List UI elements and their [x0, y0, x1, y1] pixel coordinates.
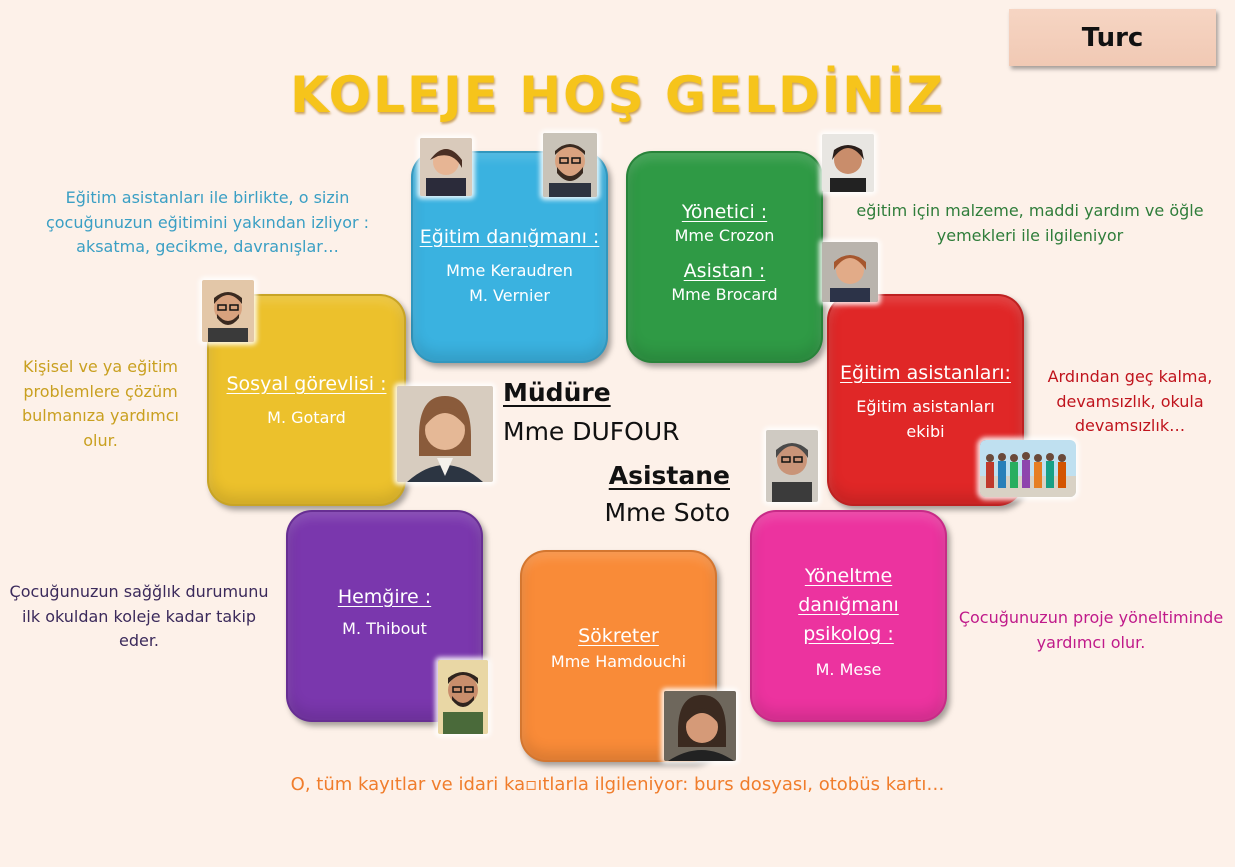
manager-name: Mme Crozon	[674, 226, 775, 245]
edu-assistants-name-2: ekibi	[906, 422, 945, 441]
manager-role: Yönetici :	[681, 201, 768, 223]
manager-description: eğitim için malzeme, maddi yardım ve öğle yemekleri ile ilgileniyor	[856, 201, 1204, 245]
secretary-role: Sökreter	[578, 625, 659, 647]
orientation-role-2: danığmanı	[798, 594, 899, 616]
nurse-photo	[438, 660, 488, 734]
social-name: M. Gotard	[267, 408, 346, 427]
nurse-name: M. Thibout	[342, 619, 427, 638]
page-title: KOLEJE HOŞ GELDİNİZ	[290, 66, 945, 124]
nurse-role: Hemğire :	[337, 586, 432, 608]
edu-assistants-name-1: Eğitim asistanları	[856, 397, 995, 416]
social-description: Kişisel ve ya eğitim problemlere çözüm bulmanıza yardımcı olur.	[21, 357, 179, 450]
edu-assistants-team-illustration	[980, 440, 1076, 497]
nurse-description: Çocuğunuzun sağğlık durumunu ilk okuldan koleje kadar takip eder.	[9, 582, 269, 650]
secretary-description: O, tüm kayıtlar ve idari ka▫ıtlarla ilgileniyor: burs dosyası, otobüs kartı…	[290, 774, 945, 795]
principal-photo	[397, 386, 493, 482]
edu-advisor-name-1: Mme Keraudren	[446, 261, 573, 280]
orientation-role-3: psikolog :	[803, 623, 894, 645]
secretary-photo	[664, 691, 736, 761]
assistant-name-center: Mme Soto	[604, 498, 730, 527]
edu-assistants-description: Ardından geç kalma, devamsızlık, okula devamsızlık…	[1047, 367, 1213, 435]
orientation-description: Çocuğunuzun proje yöneltiminde yardımcı olur.	[958, 608, 1224, 652]
card-orientation	[750, 510, 947, 722]
principal-title: Müdüre	[503, 378, 611, 407]
assistant-role: Asistan :	[683, 260, 766, 282]
edu-assistants-role: Eğitim asistanları:	[840, 362, 1011, 384]
assistant-photo	[822, 242, 878, 302]
card-manager	[626, 151, 823, 363]
social-role: Sosyal görevlisi :	[226, 373, 387, 395]
edu-advisor-description: Eğitim asistanları ile birlikte, o sizin çocuğunuzun eğitimini yakından izliyor : aksatma, gecikme, davranışlar…	[45, 188, 370, 256]
principal-name: Mme DUFOUR	[503, 417, 680, 446]
orientation-photo	[766, 430, 818, 502]
manager-photo	[822, 134, 874, 192]
edu-advisor-name-2: M. Vernier	[469, 286, 550, 305]
assistant-name: Mme Brocard	[671, 285, 778, 304]
orientation-role-1: Yöneltme	[804, 565, 893, 587]
edu-advisor-photo-1	[420, 138, 472, 196]
edu-advisor-role: Eğitim danığmanı :	[419, 226, 600, 248]
secretary-name: Mme Hamdouchi	[550, 652, 687, 671]
assistant-title: Asistane	[608, 461, 730, 490]
language-badge: Turc	[1009, 9, 1216, 66]
edu-advisor-photo-2	[543, 133, 597, 197]
orientation-name: M. Mese	[815, 660, 882, 679]
social-worker-photo	[202, 280, 254, 342]
